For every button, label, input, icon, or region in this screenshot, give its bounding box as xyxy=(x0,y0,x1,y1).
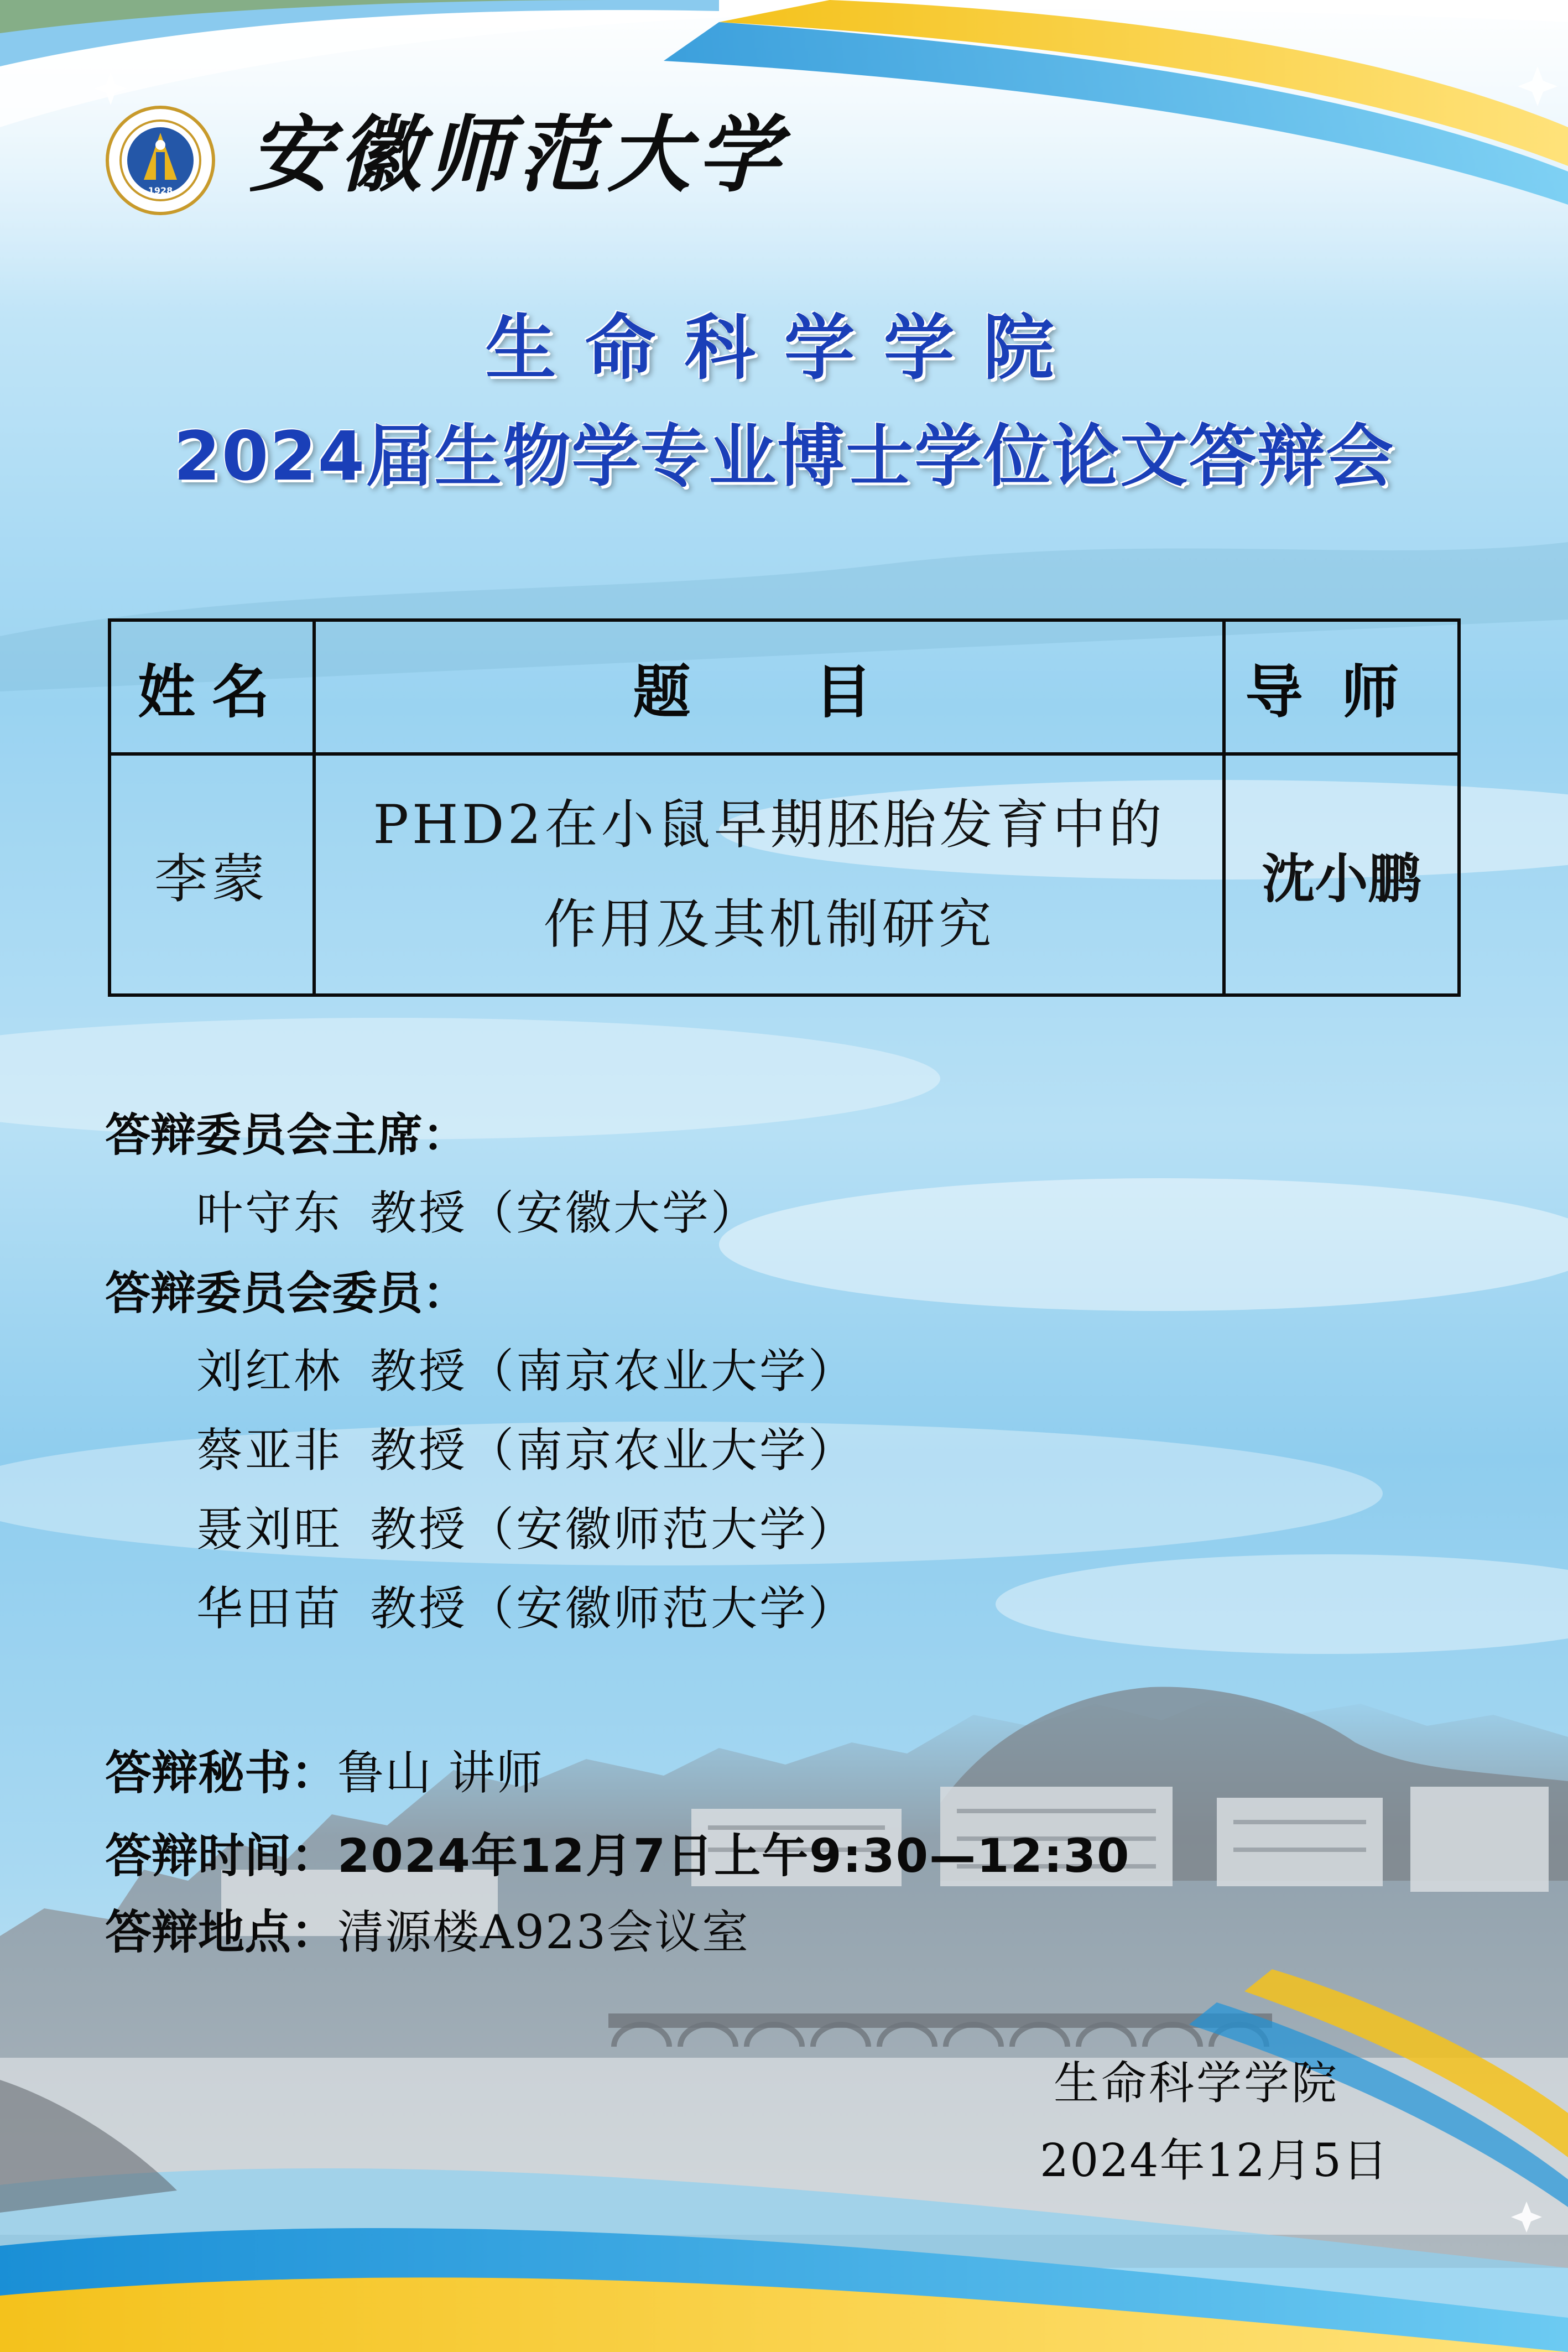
time-row xyxy=(105,1825,1130,1886)
header-name: 姓名 xyxy=(110,620,314,754)
header-advisor: 导师 xyxy=(1224,620,1459,754)
member-affiliation: （南京农业大学） xyxy=(467,1423,857,1477)
thesis-title-cell xyxy=(314,754,1224,995)
place-value: 清源楼A923会议室 xyxy=(337,1905,750,1959)
event-title: 2024届生物学专业博士学位论文答辩会 xyxy=(173,417,1395,496)
header-topic: 题 目 xyxy=(314,620,1224,754)
committee-chair-label: 答辩委员会主席： xyxy=(105,1109,468,1162)
member-title: 教授 xyxy=(370,1502,468,1557)
member-title: 教授 xyxy=(370,1423,468,1477)
university-seal-icon xyxy=(105,105,216,216)
thesis-title-line2: 作用及其机制研究 xyxy=(543,893,995,955)
time-label: 答辩时间： xyxy=(105,1829,338,1883)
committee-member xyxy=(196,1499,857,1560)
place-label: 答辩地点： xyxy=(105,1905,338,1959)
secretary-value: 鲁山 讲师 xyxy=(337,1746,544,1800)
committee-members-label: 答辩委员会委员： xyxy=(105,1267,468,1320)
defense-table xyxy=(108,618,1461,997)
member-name: 华田苗 xyxy=(196,1581,343,1636)
committee-member xyxy=(196,1578,857,1639)
signature-date: 2024年12月5日 xyxy=(1040,2135,1389,2187)
committee-member xyxy=(196,1341,857,1402)
committee-member xyxy=(196,1420,857,1481)
secretary-row xyxy=(105,1742,544,1803)
thesis-title xyxy=(316,775,1222,974)
place-row xyxy=(105,1902,749,1963)
thesis-title-line1: PHD2在小鼠早期胚胎发育中的 xyxy=(373,794,1165,856)
member-name: 刘红林 xyxy=(196,1344,343,1398)
member-name: 叶守东 xyxy=(196,1186,343,1240)
table-header-row xyxy=(110,620,1459,754)
member-affiliation: （安徽师范大学） xyxy=(467,1581,857,1636)
member-affiliation: （安徽师范大学） xyxy=(467,1502,857,1557)
member-affiliation: （南京农业大学） xyxy=(467,1344,857,1398)
member-name: 聂刘旺 xyxy=(196,1502,343,1557)
committee-chair xyxy=(196,1183,759,1243)
member-title: 教授 xyxy=(370,1344,468,1398)
table-row xyxy=(110,754,1459,995)
signature-org: 生命科学学院 xyxy=(1054,2057,1340,2110)
school-title: 生命科学学院 xyxy=(485,307,1083,389)
university-name: 安徽师范大学 xyxy=(249,106,787,204)
member-title: 教授 xyxy=(370,1581,468,1636)
member-title: 教授 xyxy=(370,1186,468,1240)
member-affiliation: （安徽大学） xyxy=(467,1186,760,1240)
secretary-label: 答辩秘书： xyxy=(105,1746,338,1800)
advisor-name: 沈小鹏 xyxy=(1224,754,1459,995)
member-name: 蔡亚非 xyxy=(196,1423,343,1477)
candidate-name: 李蒙 xyxy=(110,754,314,995)
seal-year: 1928 xyxy=(148,185,173,196)
time-value: 2024年12月7日上午9:30—12:30 xyxy=(337,1829,1131,1883)
